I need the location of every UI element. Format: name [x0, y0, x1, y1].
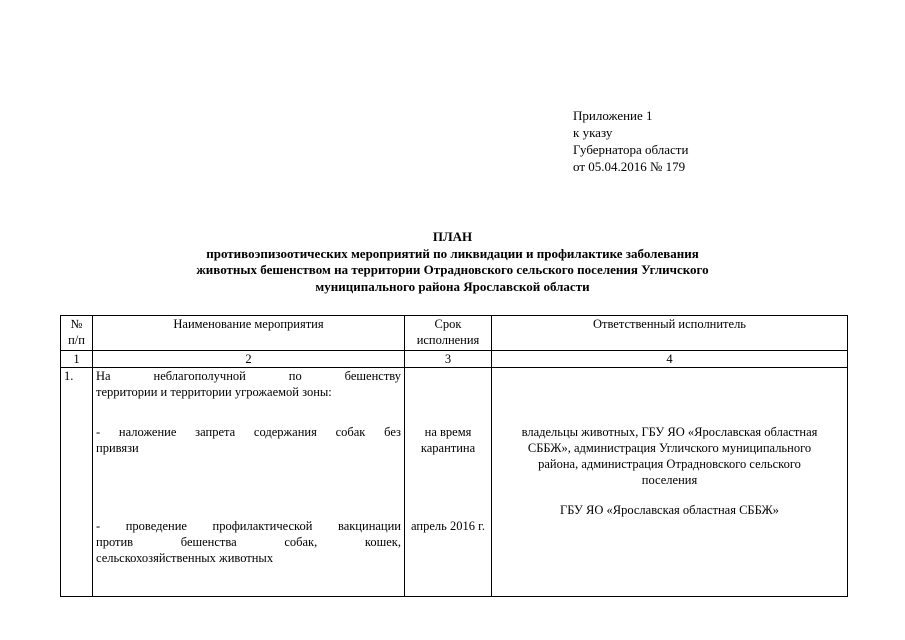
measure-name-line: привязи	[96, 441, 139, 455]
measure-name-line: - проведение профилактической вакцинации	[96, 519, 401, 533]
measure-responsible: ГБУ ЯО «Ярославская областная СББЖ»	[560, 503, 779, 517]
measure-name-line: - наложение запрета содержания собак без	[96, 425, 401, 439]
plan-title	[60, 229, 845, 295]
header-name: Наименование мероприятия	[93, 316, 405, 351]
row-intro-line: территории и территории угрожаемой зоны:	[96, 385, 332, 399]
column-index: 1	[61, 351, 93, 368]
row-name-cell	[93, 368, 405, 597]
measure-responsible: владельцы животных, ГБУ ЯО «Ярославская областная СББЖ», администрация Угличского муниципального района, администрация Отрадновского сельского поселения	[521, 425, 818, 487]
row-num: 1.	[61, 368, 93, 597]
row-intro-line: На неблагополучной по бешенству	[96, 369, 401, 383]
annex-line: от 05.04.2016 № 179	[573, 159, 686, 174]
header-term: Срок исполнения	[405, 316, 492, 351]
annex-line: к указу	[573, 125, 613, 140]
header-responsible: Ответственный исполнитель	[492, 316, 848, 351]
row-term-cell	[405, 368, 492, 597]
column-index: 3	[405, 351, 492, 368]
column-index-row	[61, 351, 848, 368]
plan-table	[60, 315, 848, 597]
annex-line: Приложение 1	[573, 108, 653, 123]
plan-title-line: животных бешенством на территории Отрадновского сельского поселения Угличского	[196, 262, 709, 277]
plan-heading: ПЛАН	[432, 229, 473, 244]
annex-line: Губернатора области	[573, 142, 689, 157]
column-index: 4	[492, 351, 848, 368]
measure-name-line: против бешенства собак, кошек,	[96, 535, 401, 549]
table-row	[61, 368, 848, 597]
annex-block	[573, 107, 688, 175]
measure-term: на время карантина	[420, 425, 476, 455]
measure-name-line: сельскохозяйственных животных	[96, 551, 274, 565]
plan-title-line: противоэпизоотических мероприятий по ликвидации и профилактике заболевания	[206, 245, 699, 261]
plan-title-line: муниципального района Ярославской области	[315, 278, 590, 294]
table-header-row	[61, 316, 848, 351]
measure-term: апрель 2016 г.	[411, 519, 485, 533]
column-index: 2	[93, 351, 405, 368]
header-num: № п/п	[61, 316, 93, 351]
row-responsible-cell	[492, 368, 848, 597]
